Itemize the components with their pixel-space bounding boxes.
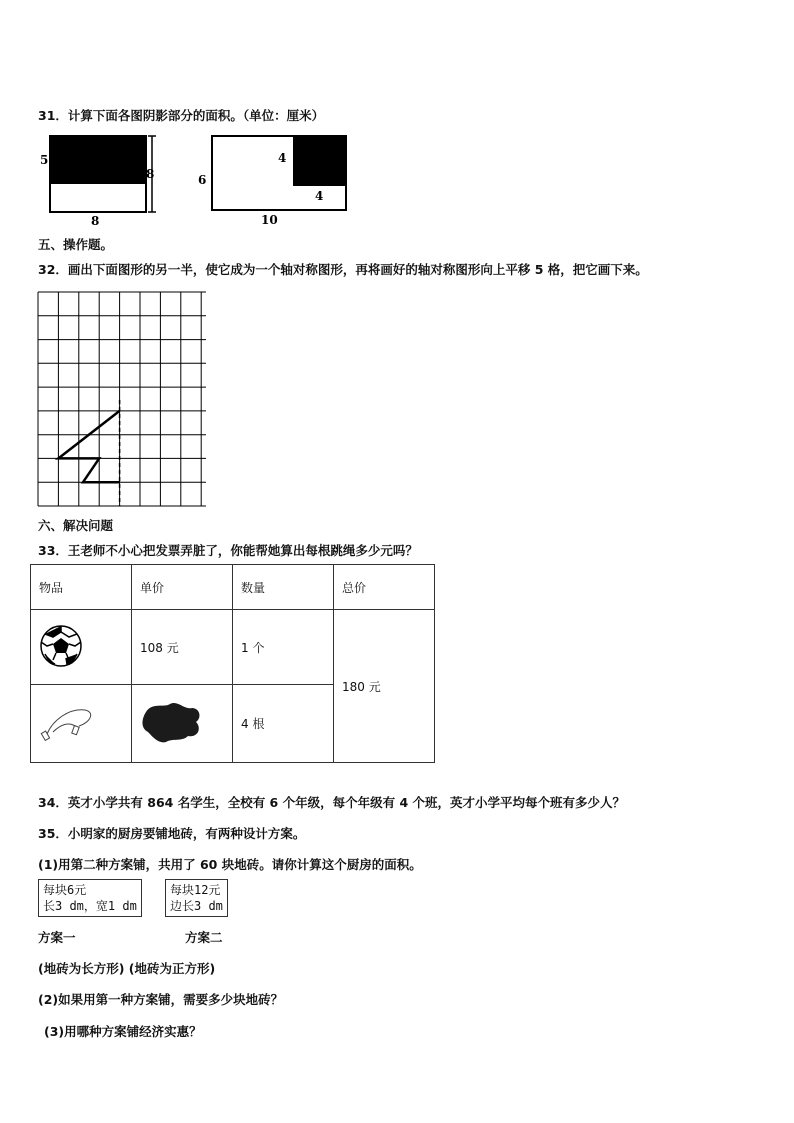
shaded-square — [293, 136, 346, 186]
q32-grid — [36, 290, 208, 508]
header-total: 总价 — [334, 565, 435, 610]
plan2-size: 边长3 dm — [170, 899, 223, 913]
fig1-right-label: 8 — [146, 167, 155, 181]
header-unit-price: 单价 — [132, 565, 233, 610]
q34-text: 34．英才小学共有 864 名学生，全校有 6 个年级，每个年级有 4 个班，英才小学平均每个班有多少人？ — [38, 795, 625, 810]
plan2-price: 每块12元 — [170, 883, 221, 897]
table-row-ball — [31, 610, 435, 685]
q32-text: 32．画出下面图形的另一半，使它成为一个轴对称图形，再将画好的轴对称图形向上平移 5 格，把它画下来。 — [38, 262, 648, 277]
ball-quantity: 1 个 — [233, 610, 334, 685]
section-6-heading: 六、解决问题 — [38, 518, 114, 533]
q31-figure-1 — [40, 136, 156, 228]
table-header-row — [31, 565, 435, 610]
fig2-inner-bottom-label: 4 — [315, 189, 324, 203]
q35-text: 35．小明家的厨房要铺地砖，有两种设计方案。 — [38, 826, 306, 841]
q35-part1: (1)用第二种方案铺，共用了 60 块地砖。请你计算这个厨房的面积。 — [38, 857, 422, 872]
half-figure — [58, 411, 119, 482]
rope-quantity: 4 根 — [233, 685, 334, 763]
fig2-bottom-label: 10 — [261, 213, 278, 227]
fig2-left-label: 6 — [198, 173, 207, 187]
plan1-price: 每块6元 — [43, 883, 87, 897]
smudged-price-cell — [132, 685, 233, 763]
total-price: 180 元 — [334, 610, 435, 763]
shaded-rectangle — [50, 136, 146, 184]
q31-text: 31．计算下面各图阴影部分的面积。（单位：厘米） — [38, 108, 325, 123]
ball-cell — [31, 610, 132, 685]
soccer-ball-icon — [39, 624, 83, 668]
fig1-left-label: 5 — [40, 153, 49, 167]
invoice-table — [30, 564, 435, 763]
q33-text: 33．王老师不小心把发票弄脏了，你能帮她算出每根跳绳多少元吗？ — [38, 543, 418, 558]
rope-cell — [31, 685, 132, 763]
fig2-inner-top-label: 4 — [278, 151, 287, 165]
plan1-name: 方案一 — [38, 930, 76, 945]
fig1-bottom-label: 8 — [91, 214, 100, 228]
q35-part2: (2)如果用第一种方案铺，需要多少块地砖？ — [38, 992, 284, 1007]
header-quantity: 数量 — [233, 565, 334, 610]
q35-tile-shapes: (地砖为长方形) (地砖为正方形) — [38, 961, 216, 976]
ball-unit-price: 108 元 — [132, 610, 233, 685]
q35-part3: (3)用哪种方案铺经济实惠？ — [44, 1024, 202, 1039]
plan1-size: 长3 dm，宽1 dm — [43, 899, 137, 913]
header-item: 物品 — [31, 565, 132, 610]
plan1-box — [38, 879, 142, 917]
jump-rope-icon — [39, 702, 99, 742]
q31-figures — [36, 130, 366, 230]
plan2-name: 方案二 — [185, 930, 223, 945]
q31-figure-2 — [198, 136, 346, 227]
section-5-heading: 五、操作题。 — [38, 237, 114, 252]
ink-smudge-icon — [140, 700, 204, 744]
plan2-box — [165, 879, 228, 917]
